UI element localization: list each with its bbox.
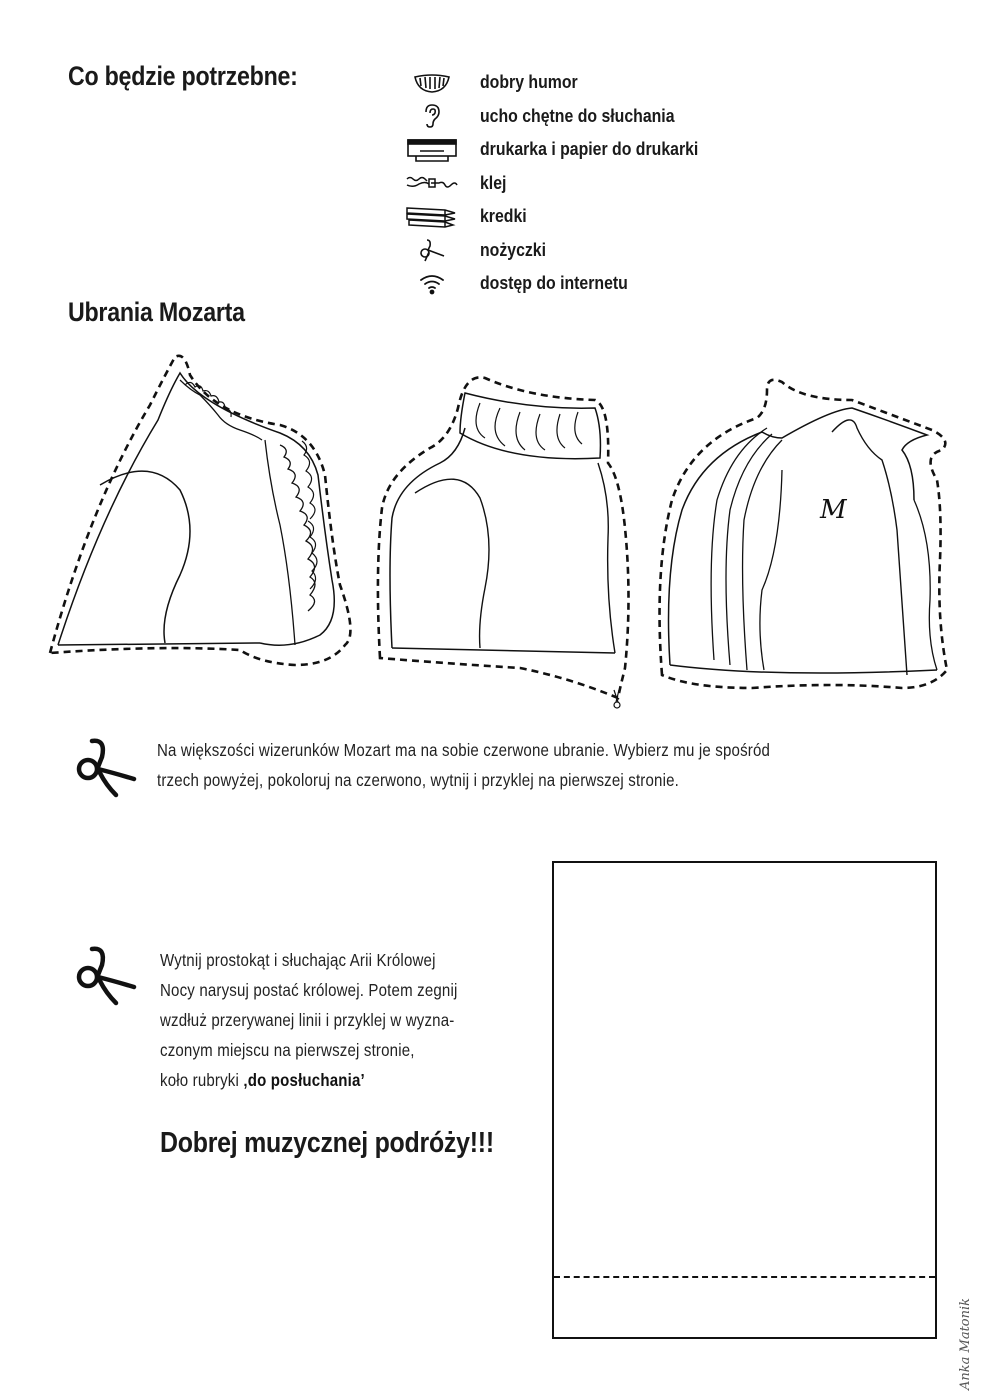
list-item <box>404 167 824 201</box>
glue-icon <box>404 168 460 198</box>
need-label: dobry humor <box>480 72 578 93</box>
instruction1-line1: Na większości wizerunków Mozart ma na sobie czerwone ubranie. Wybierz mu je spośród <box>157 740 771 760</box>
instruction1-line2: trzech powyżej, pokoloruj na czerwono, wytnij i przyklej na pierwszej stronie. <box>157 770 679 790</box>
artist-signature: Anka Matonik <box>958 1297 973 1390</box>
need-label: ucho chętne do słuchania <box>480 105 675 126</box>
ear-icon <box>404 101 460 131</box>
garment-jacket <box>652 370 952 700</box>
smile-icon <box>404 68 460 98</box>
cut-line <box>50 356 350 665</box>
jacket-monogram: M <box>820 495 847 525</box>
instruction1-text <box>157 735 770 795</box>
garment-ruffled-shirt <box>40 345 360 685</box>
wifi-icon <box>404 269 460 299</box>
instruction2-text <box>160 945 457 1095</box>
scissors-icon <box>70 735 140 801</box>
list-item <box>404 66 824 100</box>
need-label: drukarka i papier do drukarki <box>480 139 699 160</box>
closing-text: Dobrej muzycznej podróży!!! <box>160 1127 494 1159</box>
list-item <box>404 200 824 234</box>
needs-list <box>404 66 824 301</box>
need-label: nożyczki <box>480 239 547 260</box>
instruction2-line5 <box>160 1065 457 1095</box>
scissors-icon <box>404 235 460 265</box>
list-item <box>404 133 824 167</box>
fold-line <box>554 1276 935 1278</box>
need-label: dostęp do internetu <box>480 273 628 294</box>
instruction2-line5-prefix: koło rubryki <box>160 1070 244 1090</box>
list-item <box>404 234 824 268</box>
crayons-icon <box>404 202 460 232</box>
instruction2-line4: czonym miejscu na pierwszej stronie, <box>160 1040 415 1060</box>
cutout-rectangle <box>552 861 937 1339</box>
list-item <box>404 100 824 134</box>
instruction2-line2: Nocy narysuj postać królowej. Potem zegnij <box>160 980 458 1000</box>
clothes-title: Ubrania Mozarta <box>68 297 245 327</box>
list-item <box>404 267 824 301</box>
garment-collar-shirt <box>370 368 640 718</box>
need-label: kredki <box>480 206 527 227</box>
instruction2-line3: wzdłuż przerywanej linii i przyklej w wyzna- <box>160 1010 455 1030</box>
instruction2-line5-bold: ‚do posłuchania’ <box>243 1070 365 1090</box>
need-label: klej <box>480 172 507 193</box>
printer-icon <box>404 135 460 165</box>
needs-title: Co będzie potrzebne: <box>68 61 298 91</box>
scissors-icon <box>70 943 140 1009</box>
instruction2-line1: Wytnij prostokąt i słuchając Arii Królowej <box>160 950 436 970</box>
